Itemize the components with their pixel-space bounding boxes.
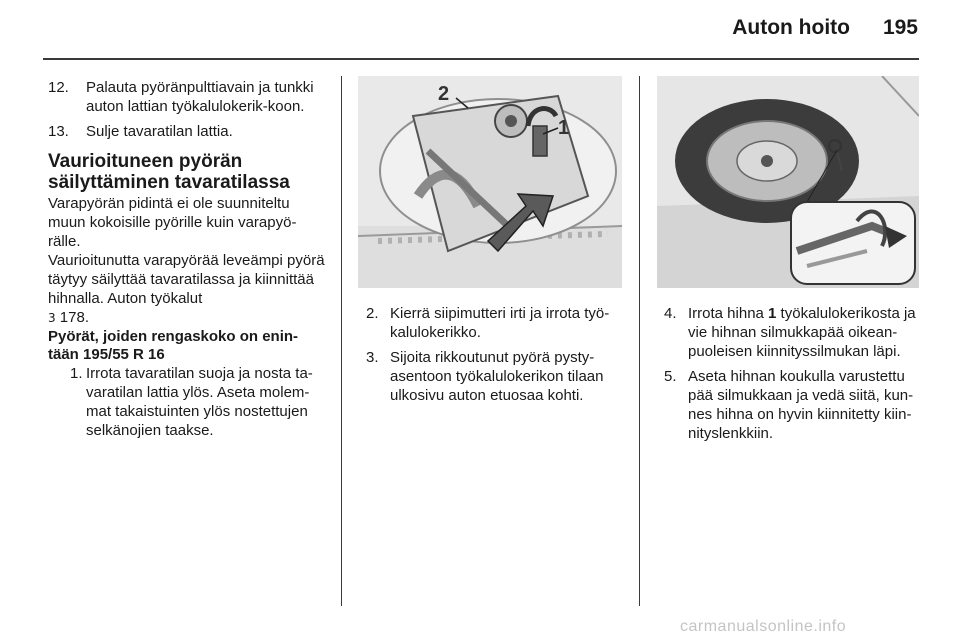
page-number: 195: [882, 16, 918, 39]
list-text: [688, 304, 926, 361]
list-number: 3.: [366, 349, 379, 366]
list-text: Palauta pyöränpulttiavain ja tunkki auton lattian työkalulokerik-koon.: [86, 79, 314, 115]
list-text-part: Irrota hihna: [688, 305, 769, 322]
list-number: 5.: [664, 368, 677, 385]
list-item-2: [366, 304, 628, 342]
footer-watermark: carmanualsonline.info: [680, 618, 847, 635]
list-text: Sijoita rikkoutunut pyörä pysty-asentoon työkalulokerikon tilaan ulkosivu auton etuosaa kohti.: [390, 349, 604, 404]
callout-label-1: 1: [558, 117, 570, 139]
list-item-1: [48, 364, 328, 440]
reference-arrow-icon: 3: [48, 311, 56, 325]
spare-wheel-strap-illustration: [657, 76, 919, 288]
list-number: 4.: [664, 305, 677, 322]
callout-label-2: 2: [438, 83, 450, 105]
header-title: Auton hoito: [732, 16, 850, 39]
list-number: 13.: [48, 123, 69, 140]
list-item-5: [664, 367, 926, 443]
list-item-13: [48, 122, 328, 141]
list-number: 2.: [366, 305, 379, 322]
list-number: 1.: [70, 365, 83, 382]
column-1: [48, 78, 328, 440]
column-divider-left: [341, 76, 342, 606]
list-number: 12.: [48, 79, 69, 96]
subheading: Pyörät, joiden rengaskoko on enin-tään 195/55 R 16: [48, 328, 299, 363]
callout-reference: 1: [768, 305, 777, 322]
column-divider-right: [639, 76, 640, 606]
list-text: Sulje tavaratilan lattia.: [86, 123, 233, 140]
paragraph: [48, 251, 328, 328]
column-3: [664, 304, 926, 449]
list-text-part: työkalulokerikosta ja vie hihnan silmukkapää oikean-puoleisen kiinnityssilmukan läpi.: [688, 305, 916, 360]
page-reference-link[interactable]: 178.: [55, 309, 90, 326]
list-text: Aseta hihnan koukulla varustettu pää silmukkaan ja vedä siitä, kun-nes hihna on hyvin kiinnitetty kiin-nityslenkkiin.: [688, 368, 914, 442]
list-text: Kierrä siipimutteri irti ja irrota työ-kalulokerikko.: [390, 305, 610, 341]
list-text: Irrota tavaratilan suoja ja nosta ta-varatilan lattia ylös. Aseta molem-mat takaistuinten ylös nostettujen selkänojien taakse.: [86, 365, 313, 439]
header-rule: [43, 58, 919, 60]
list-item-4: [664, 304, 926, 361]
column-2: [366, 304, 628, 411]
paragraph: Varapyörän pidintä ei ole suunniteltu muun kokoisille pyörille kuin varapyö-rälle.: [48, 195, 297, 250]
paragraph-text: Vaurioitunutta varapyörää leveämpi pyörä täytyy säilyttää tavaratilassa ja kiinnittää hihnalla. Auton työkalut: [48, 252, 325, 307]
list-item-3: [366, 348, 628, 405]
section-heading: Vaurioituneen pyörän säilyttäminen tavaratilassa: [48, 151, 290, 193]
list-item-12: [48, 78, 328, 116]
tool-tray-illustration: [358, 76, 622, 288]
